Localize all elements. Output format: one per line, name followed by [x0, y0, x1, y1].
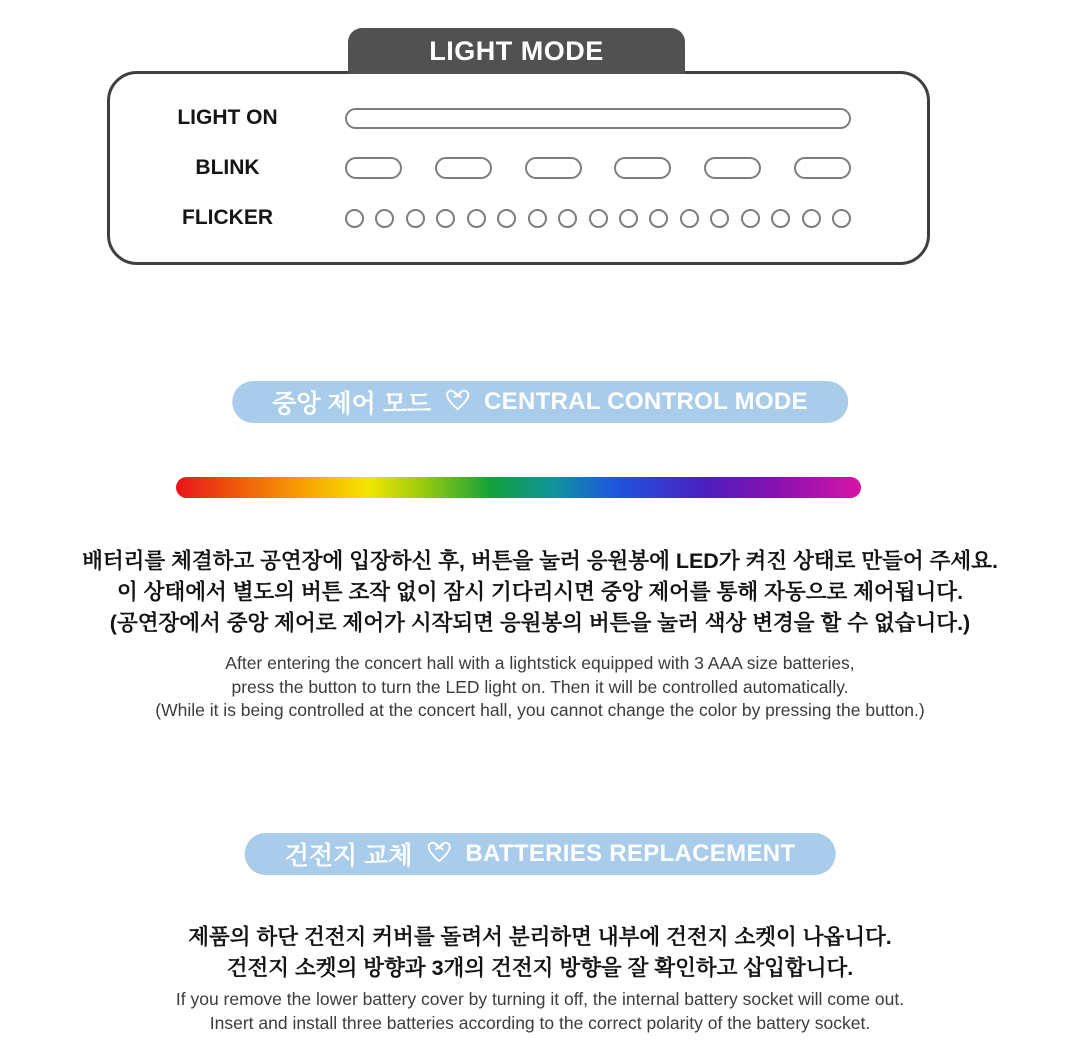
blink-segment	[525, 157, 582, 179]
flicker-row	[110, 206, 927, 230]
blink-segment	[435, 157, 492, 179]
batteries-heading-ko: 건전지 교체	[284, 842, 413, 870]
central-control-heading	[232, 381, 848, 423]
batteries-heading-en: BATTERIES REPLACEMENT	[465, 840, 796, 867]
flicker-dot	[406, 209, 425, 228]
blink-segments	[345, 157, 851, 179]
flicker-dot	[680, 209, 699, 228]
flicker-dots	[345, 209, 851, 228]
flicker-dot	[589, 209, 608, 228]
blink-row	[110, 156, 927, 180]
light-on-row	[110, 106, 927, 130]
flicker-dot	[771, 209, 790, 228]
flicker-dot	[345, 209, 364, 228]
heart-ribbon-icon	[425, 839, 452, 869]
flicker-dot	[619, 209, 638, 228]
flicker-dot	[802, 209, 821, 228]
rainbow-gradient-bar	[176, 477, 861, 498]
heart-ribbon-icon	[444, 387, 471, 417]
flicker-dot	[528, 209, 547, 228]
batteries-text-ko: 제품의 하단 건전지 커버를 돌려서 분리하면 내부에 건전지 소켓이 나옵니다. 건전지 소켓의 방향과 3개의 건전지 방향을 잘 확인하고 삽입합니다.	[188, 925, 892, 980]
blink-segment	[614, 157, 671, 179]
light-on-bar-track	[345, 108, 851, 129]
light-on-bar	[345, 108, 851, 129]
blink-segment	[704, 157, 761, 179]
flicker-dot	[741, 209, 760, 228]
batteries-heading	[245, 833, 836, 875]
flicker-dot	[710, 209, 729, 228]
blink-segment	[794, 157, 851, 179]
blink-label: BLINK	[195, 156, 260, 179]
flicker-dot	[832, 209, 851, 228]
central-control-text-ko: 배터리를 체결하고 공연장에 입장하신 후, 버튼을 눌러 응원봉에 LED가 켜진 상태로 만들어 주세요. 이 상태에서 별도의 버튼 조작 없이 잠시 기다리시면 중앙 제어를 통해 자동으로 제어됩니다. (공연장에서 중앙 제어로 제어가 시작되면 응원봉의 버튼을 눌러 색상 변경을 할 수 없습니다.)	[82, 549, 998, 635]
flicker-dot	[497, 209, 516, 228]
flicker-dot	[649, 209, 668, 228]
flicker-dot	[436, 209, 455, 228]
batteries-text-en: If you remove the lower battery cover by turning it off, the internal battery socket will come out. Insert and install three batteries according to the correct polarity of the battery socket.	[175, 989, 905, 1033]
blink-segment	[345, 157, 402, 179]
light-mode-box	[107, 71, 930, 265]
light-mode-title: LIGHT MODE	[429, 35, 604, 66]
central-control-text-en: After entering the concert hall with a lightstick equipped with 3 AAA size batteries, press the button to turn the LED light on. Then it will be controlled automatically. (While it is being controlled at the concert hall, you cannot change the color by pressing the button.)	[155, 653, 925, 720]
central-control-heading-ko: 중앙 제어 모드	[272, 390, 432, 418]
flicker-dot	[375, 209, 394, 228]
flicker-dot	[467, 209, 486, 228]
light-mode-header	[348, 28, 685, 74]
flicker-dot	[558, 209, 577, 228]
flicker-label: FLICKER	[182, 206, 273, 229]
light-on-label: LIGHT ON	[177, 106, 278, 129]
central-control-heading-en: CENTRAL CONTROL MODE	[484, 388, 808, 415]
